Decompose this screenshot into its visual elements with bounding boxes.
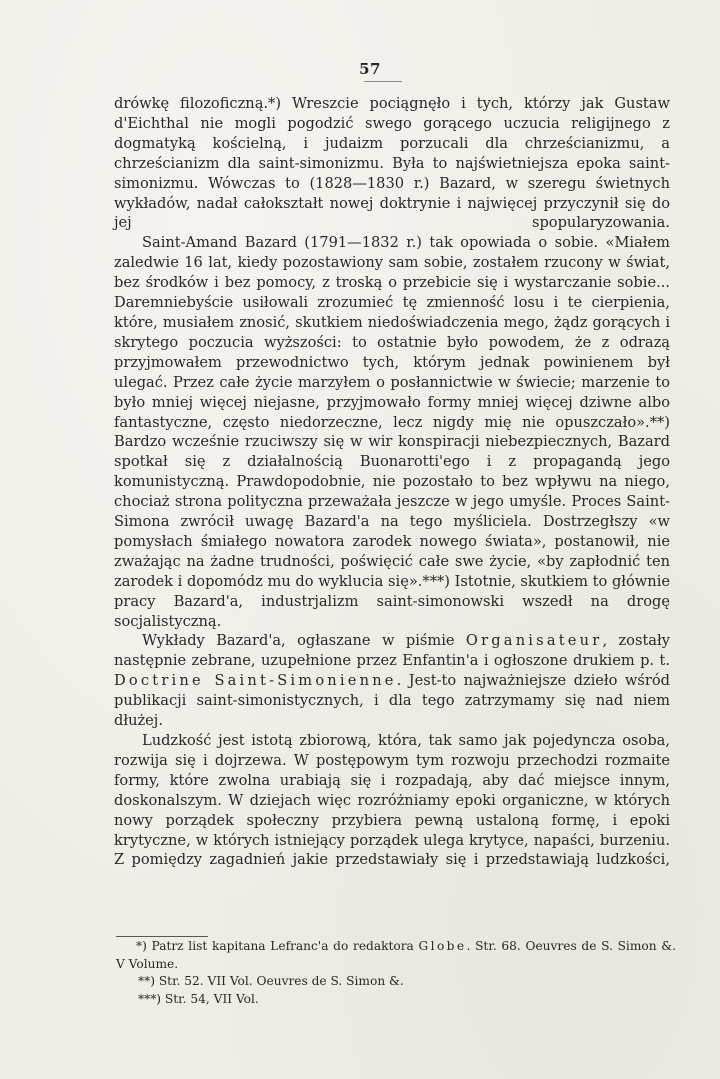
footnotes [116,938,676,1008]
footnote-3: ***) Str. 54, VII Vol. [138,991,259,1006]
paragraph-2: Saint-Amand Bazard (1791—1832 r.) tak opowiada o sobie. «Miałem zaledwie 16 lat, kiedy pozostawiony sam sobie, zostałem rzucony w świat, bez środków i bez pomocy, z troską o przebicie się i wystarczanie sobie... Daremniebyście usiłowali zrozumieć tę zmienność losu i te cierpienia, które, musiałem znosić, skutkiem niedoświadczenia mego, żądz gorących i skrytego poczucia wyższości: to ostatnie było powodem, że z odrazą przyjmowałem przewodnictwo tych, którym jednak powinienem był ulegać. Przez całe życie marzyłem o posłannictwie w świecie; marzenie to było mniej więcej niejasne, przyjmowało formy mniej więcej dziwne albo fantastyczne, często niedorzeczne, lecz nigdy mię nie opuszczało».**) Bardzo wcześnie rzuciwszy się w wir konspiracji niebezpiecznych, Bazard spotkał się z działalnością Buonarotti'ego i z propagandą jego komunistyczną. Prawdopodobnie, nie pozostało to bez wpływu na niego, chociaż strona polityczna przeważała jeszcze w jego umyśle. Proces Saint-Simona zwrócił uwagę Bazard'a na tego myśliciela. Dostrzegłszy «w pomysłach śmiałego nowatora zarodek nowego świata», postanowił, nie zważając na żadne trudności, poświęcić całe swe życie, «by zapłodnić ten zarodek i dopomódz mu do wyklucia się».***) Istotnie, skutkiem to głównie pracy Bazard'a, industrjalizm saint-simonowski wszedł na drogę socjalistyczną. [114,234,670,630]
footnote-2: **) Str. 52. VII Vol. Oeuvres de S. Simon &. [138,974,404,988]
footnote-1-before: *) Patrz list kapitana Lefranc'a do redaktora [136,939,419,953]
page-number-underline [364,81,402,82]
footnote-1-journal: Globe [418,939,467,953]
paragraph-3 [114,631,670,731]
paragraph-4: Ludzkość jest istotą zbiorową, która, tak samo jak pojedyncza osoba, rozwija się i dojrzewa. W postępowym tym rozwoju przechodzi rozmaite formy, które zwolna urabiają się i rozpadają, aby dać miejsce innym, doskonalszym. W dziejach więc rozróżniamy epoki organiczne, w których nowy porządek społeczny przybiera pewną ustaloną formę, i epoki krytyczne, w których istniejący porządek ulega krytyce, napaści, burzeniu. Z pomiędzy zagadnień jakie przedstawiały się i przedstawiają ludzkości, [114,732,670,869]
paragraph-3-middle: , zostały następnie zebrane, uzupełnione przez Enfantin'a i ogłoszone drukiem p. t. [114,632,670,670]
paragraph-3-before: Wykłady Bazard'a, ogłaszane w piśmie [142,632,466,650]
paragraph-3-after: . Jest-to najważniejsze dzieło wśród publikacji saint-simonistycznych, i dla tego zatrzymamy się nad niem dłużej. [114,672,670,730]
journal-title: Organisateur [465,632,603,650]
footnote-separator [116,936,208,937]
page-number: 57 [359,60,381,78]
paragraph-1: drówkę filozoficzną.*) Wreszcie pociągnęło i tych, którzy jak Gustaw d'Eichthal nie mogli pogodzić swego gorącego uczucia religijnego z dogmatyką kościelną, i judaizm porzucali dla chrześcianizmu, a chrześcianizm dla saint-simonizmu. Była to najświetniejsza epoka saint-simonizmu. Wówczas to (1828—1830 r.) Bazard, w szeregu świetnych wykładów, nadał całokształt nowej doktrynie i najwięcej przyczynił się do jej spopularyzowania. [114,95,670,232]
footnote-1-after: . Str. 68. Oeuvres de S. Simon &. V Volume. [116,939,676,971]
work-title: Doctrine Saint-Simonienne [114,672,397,690]
body-text [114,94,670,870]
footnote-1 [116,938,676,973]
